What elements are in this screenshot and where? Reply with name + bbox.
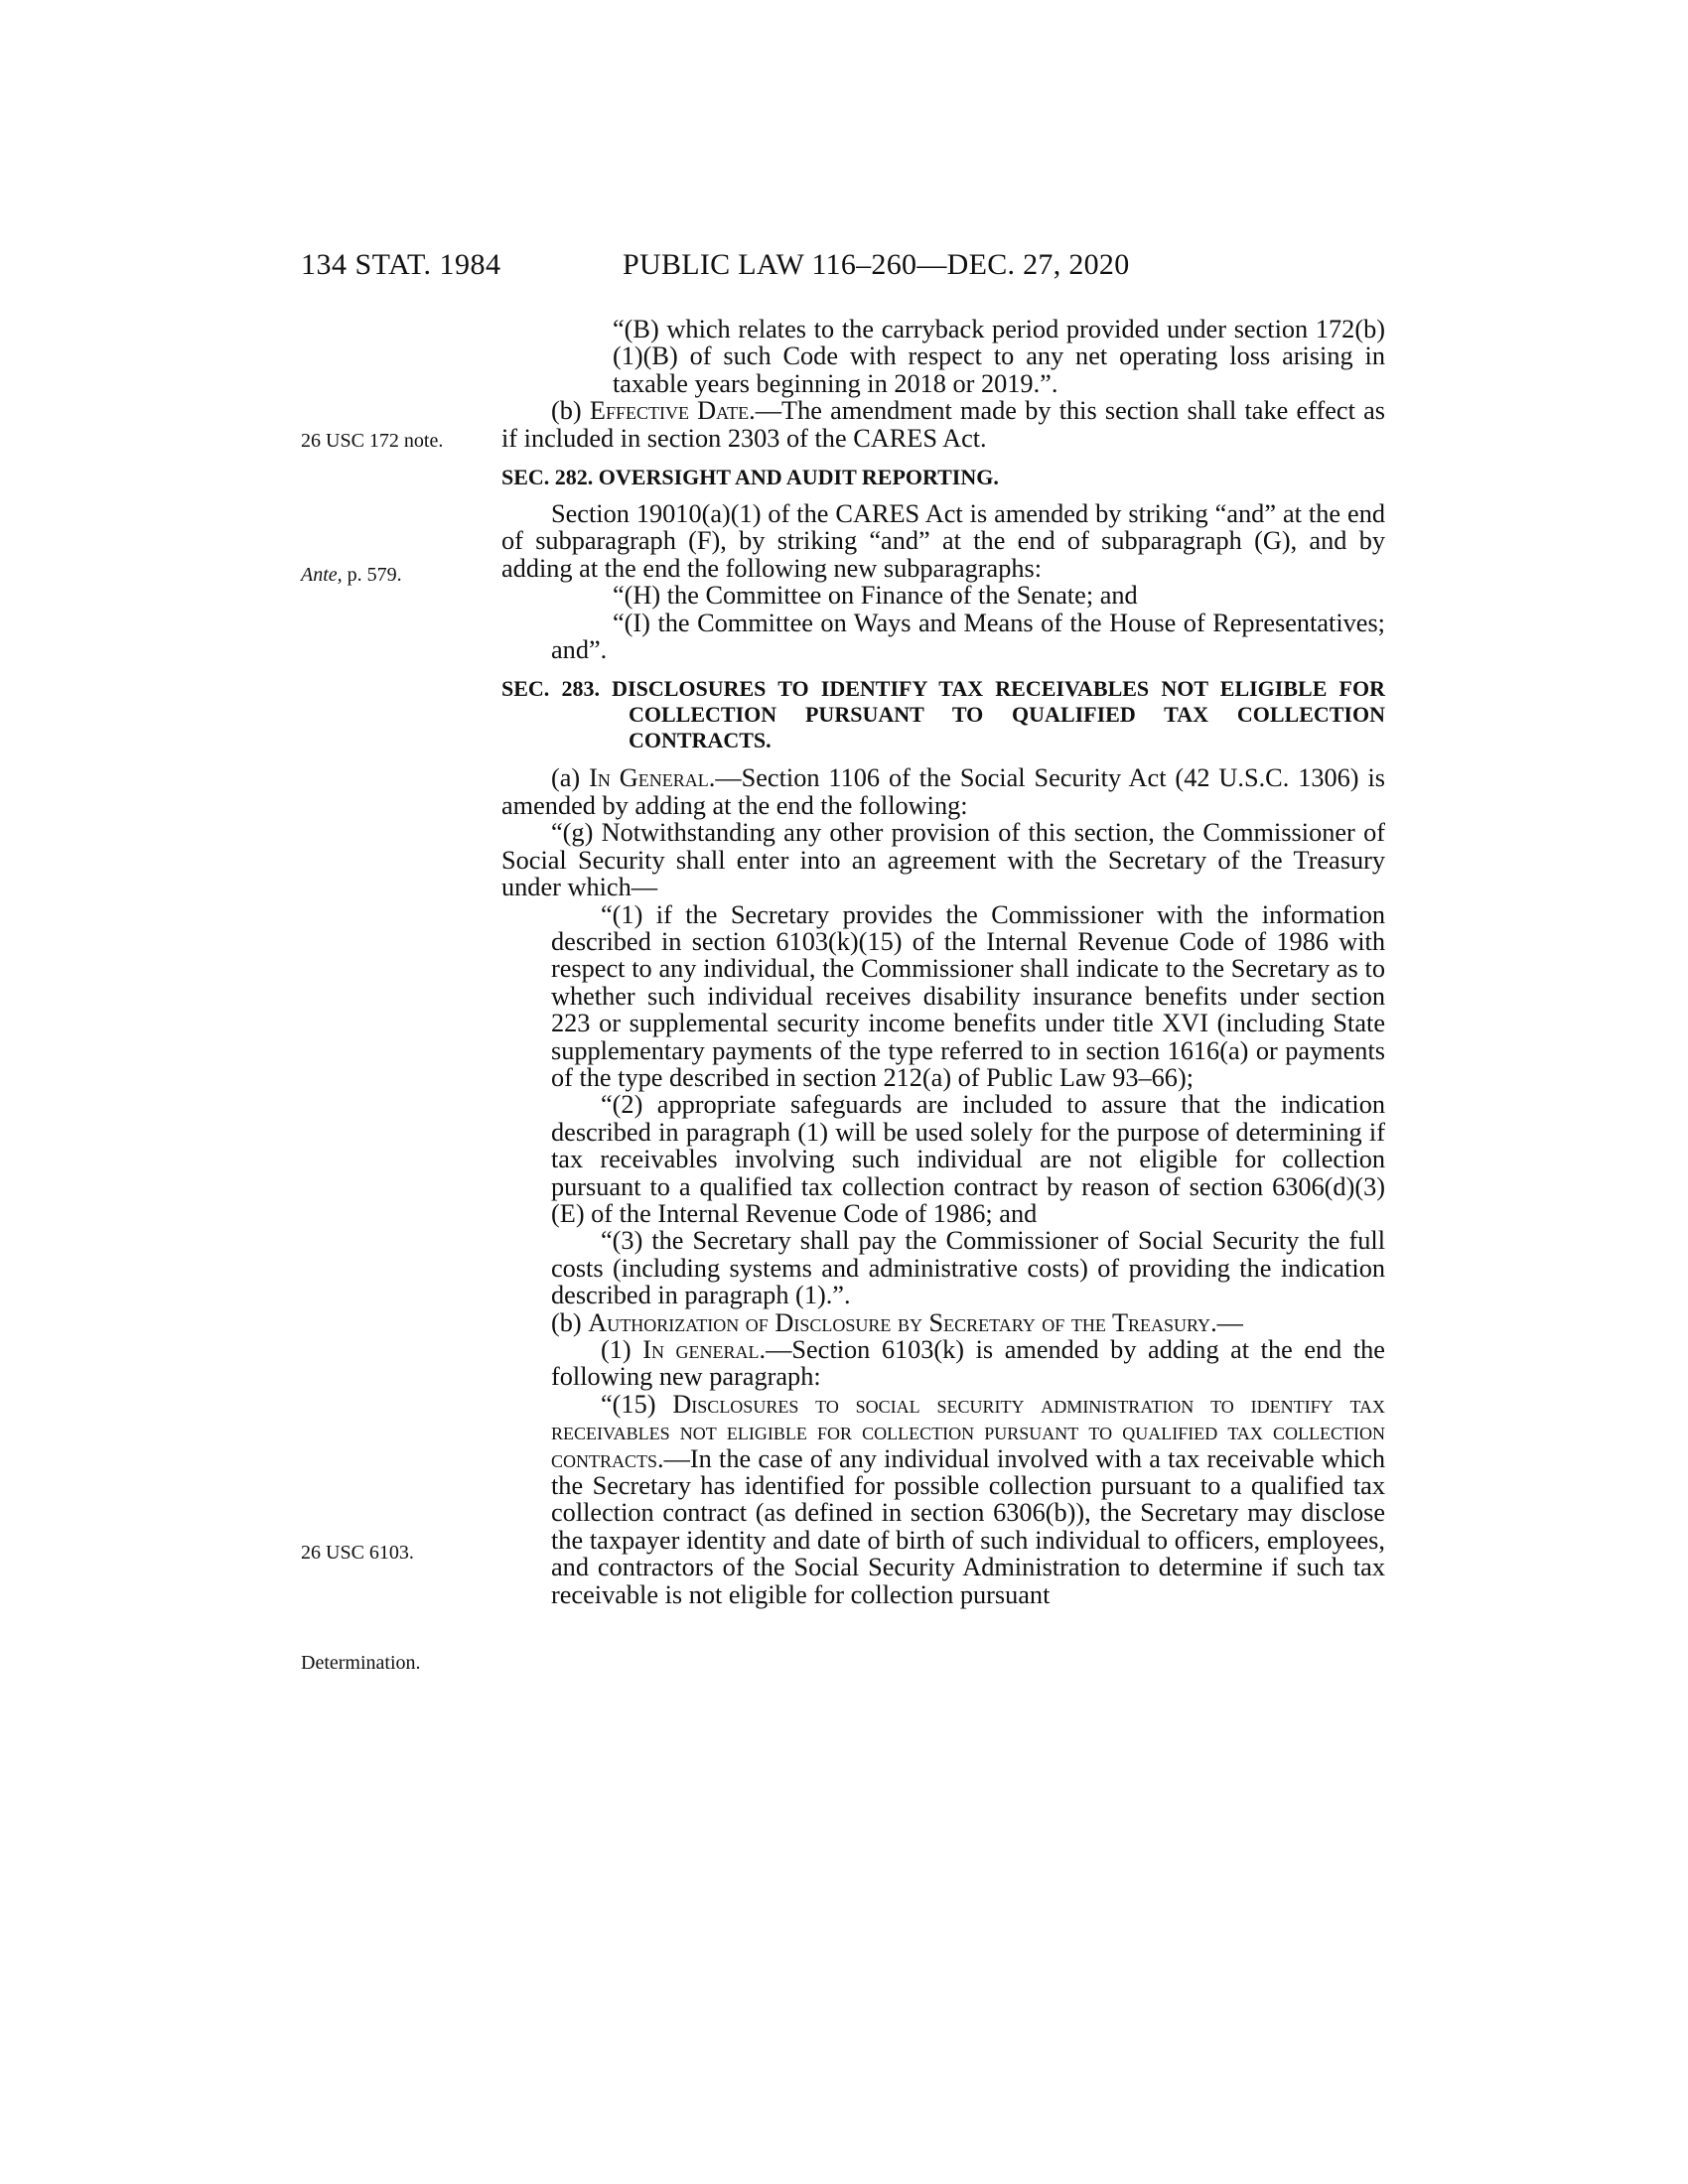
margin-note-26-usc-6103: 26 USC 6103. — [301, 1542, 414, 1564]
paragraph-b1-text: .—Section 6103(k) is amended by adding at the end the following new paragraph: — [551, 1335, 1385, 1392]
public-law-title: PUBLIC LAW 116–260—DEC. 27, 2020 — [623, 248, 1130, 281]
effective-date-label: (b) — [551, 396, 590, 426]
subsection-b-heading: Authorization of Disclosure by Secretary of the Treasury — [588, 1307, 1211, 1337]
section-283-heading: SEC. 283. DISCLOSURES TO IDENTIFY TAX RECEIVABLES NOT ELIGIBLE FOR COLLECTION PURSUANT TO QUALIFIED TAX COLLECTION CONTRACTS. — [501, 676, 1385, 753]
effective-date-paragraph — [501, 397, 1385, 452]
subsection-b-label: (b) — [551, 1307, 589, 1337]
subparagraph-h: “(H) the Committee on Finance of the Senate; and — [613, 581, 1138, 611]
running-header — [0, 248, 1688, 288]
subsection-a-heading: In General — [589, 763, 709, 793]
clause-b: “(B) which relates to the carryback period provided under section 172(b)(1)(B) of such Code with respect to any net operating loss arising in taxable years beginning in 2018 or 2019.”. — [613, 315, 1385, 398]
paragraph-15-heading: Disclosures to social security administration to identify tax receivables not eligible for collection pursuant to qualified tax collection contracts — [551, 1389, 1385, 1473]
subsection-a-text: .—Section 1106 of the Social Security Act (42 U.S.C. 1306) is amended by adding at the end the following: — [501, 763, 1385, 820]
effective-date-heading: Effective Date — [589, 396, 750, 426]
subparagraph-i: “(I) the Committee on Ways and Means of the House of Representatives; and”. — [551, 608, 1385, 665]
margin-note-ante-page: p. 579. — [342, 564, 402, 586]
effective-date-text: .—The amendment made by this section shall take effect as if included in section 2303 of the CARES Act. — [501, 396, 1385, 453]
subsection-a-label: (a) — [551, 763, 590, 793]
paragraph-15-label: “(15) — [601, 1389, 673, 1419]
paragraph-b1-heading: In general — [642, 1335, 760, 1364]
margin-note-26-usc-172: 26 USC 172 note. — [301, 430, 444, 452]
section-282-text: Section 19010(a)(1) of the CARES Act is amended by striking “and” at the end of subparagraph (F), by striking “and” at the end of subparagraph (G), and by adding at the end the following new subparagraphs: — [501, 499, 1385, 583]
subsection-b-paragraph — [501, 1309, 1385, 1336]
paragraph-15 — [501, 1391, 1385, 1608]
paragraph-b1 — [501, 1336, 1385, 1391]
document-body — [501, 316, 1385, 1608]
margin-note-determination: Determination. — [301, 1652, 421, 1674]
margin-note-ante-italic: Ante, — [301, 564, 343, 586]
paragraph-g1: “(1) if the Secretary provides the Commissioner with the information described in section 6103(k)(15) of the Internal Revenue Code of 1986 with respect to any individual, the Commissioner shall indicate to the Secretary as to whether such individual receives disability insurance benefits under section 223 or supplemental security income benefits under title XVI (including State supplementary payments of the type referred to in section 1616(a) or payments of the type described in section 212(a) of Public Law 93–66); — [551, 899, 1385, 1092]
paragraph-15-text: .—In the case of any individual involved with a tax receivable which the Secretary has identified for possible collection pursuant to a qualified tax collection contract (as defined in section 6306(b)), the Secretary may disclose the taxpayer identity and date of birth of such individual to officers, employees, and contractors of the Social Security Administration to determine if such tax receivable is not eligible for collection pursuant — [551, 1443, 1385, 1609]
stat-page-number: 134 STAT. 1984 — [301, 248, 501, 281]
paragraph-b1-label: (1) — [601, 1335, 643, 1364]
subsection-b-text: .— — [1210, 1307, 1243, 1337]
subsection-g-text: “(g) Notwithstanding any other provision of this section, the Commissioner of Social Security shall enter into an agreement with the Secretary of the Treasury under which— — [501, 818, 1385, 902]
section-282-heading: SEC. 282. OVERSIGHT AND AUDIT REPORTING. — [501, 465, 999, 490]
margin-note-ante — [301, 564, 499, 587]
subsection-a-paragraph — [501, 764, 1385, 819]
paragraph-g2: “(2) appropriate safeguards are included to assure that the indication described in paragraph (1) will be used solely for the purpose of determining if tax receivables involving such individual are not eligible for collection pursuant to a qualified tax collection contract by reason of section 6306(d)(3)(E) of the Internal Revenue Code of 1986; and — [551, 1090, 1385, 1228]
paragraph-g3: “(3) the Secretary shall pay the Commissioner of Social Security the full costs (including systems and administrative costs) of providing the indication described in paragraph (1).”. — [551, 1226, 1385, 1310]
